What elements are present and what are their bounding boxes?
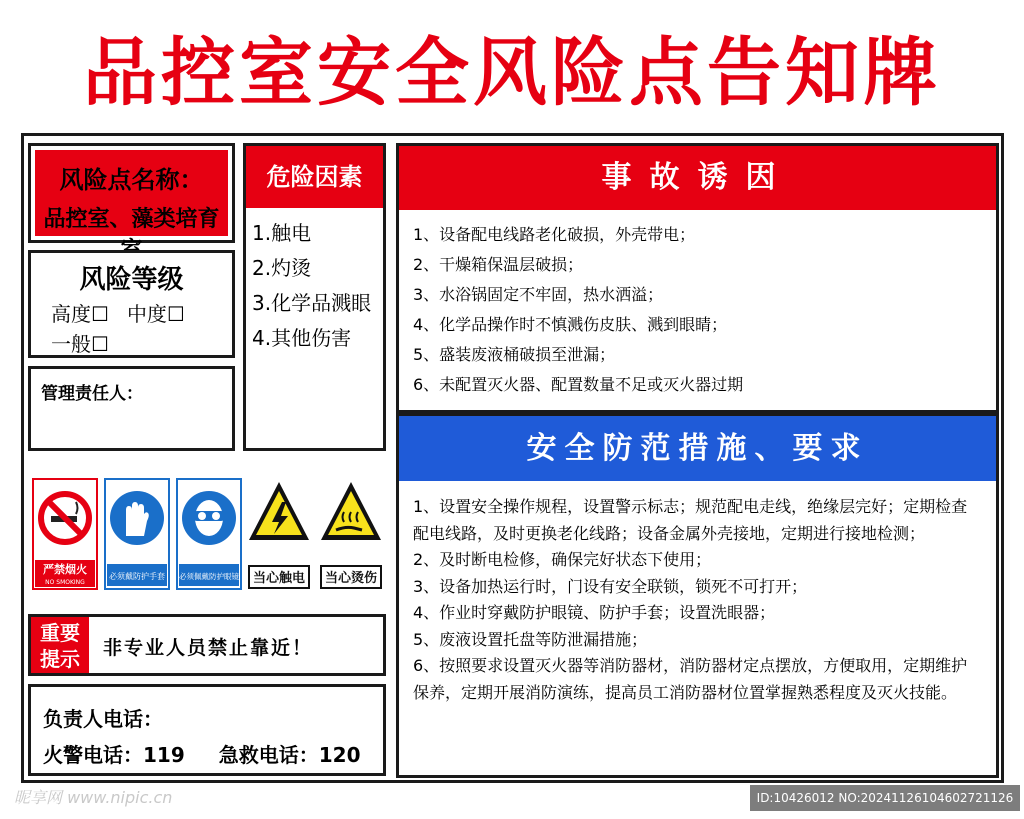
responsible-phone-label: 负责人电话： — [43, 707, 163, 731]
contact-panel — [28, 684, 386, 776]
risk-point-label: 风险点名称： — [59, 166, 204, 194]
hazard-item: 2.灼烫 — [252, 256, 312, 280]
measure-item: 2、及时断电检修，确保完好状态下使用； — [413, 550, 712, 569]
important-notice — [28, 614, 386, 676]
risk-level-panel — [28, 250, 235, 358]
risk-level-options — [51, 299, 231, 359]
risk-level-medium-checkbox[interactable]: 中度☐ — [126, 302, 185, 326]
sign-label: 当心触电 — [252, 571, 306, 586]
sign-no-smoking — [32, 478, 98, 590]
cause-item: 4、化学品操作时不慎溅伤皮肤、溅到眼睛； — [413, 315, 728, 334]
risk-level-heading: 风险等级 — [79, 265, 184, 295]
page-title: 品控室安全风险点告知牌 — [83, 30, 941, 116]
hot-surface-icon — [318, 478, 384, 590]
measure-item: 5、废液设置托盘等防泄漏措施； — [413, 629, 648, 649]
no-smoking-icon — [32, 478, 98, 590]
risk-level-high-checkbox[interactable]: 高度☐ — [51, 302, 109, 326]
watermark-left: 昵享网 www.nipic.cn — [14, 788, 173, 807]
safety-measures-panel — [396, 413, 999, 778]
watermark-id: ID:10426012 NO:20241126104602721126 — [750, 785, 1020, 811]
risk-point-panel — [28, 143, 235, 243]
risk-point-fill — [35, 150, 228, 236]
important-message: 非专业人员禁止靠近！ — [103, 637, 314, 659]
sign-sublabel: NO SMOKING — [45, 579, 85, 586]
emergency-phones — [43, 739, 361, 768]
manager-label: 管理责任人： — [41, 384, 143, 404]
measure-item: 4、作业时穿戴防护眼镜、防护手套；设置洗眼器； — [413, 603, 776, 622]
ambulance-phone: 急救电话：120 — [218, 743, 361, 767]
sign-goggles — [176, 478, 242, 590]
safety-measures-list — [413, 494, 983, 706]
risk-point-value: 品控室、藻类培育 — [43, 207, 220, 232]
safety-measures-heading: 安全防范措施、要求 — [399, 416, 996, 481]
electric-shock-icon — [246, 478, 312, 590]
sign-gloves — [104, 478, 170, 590]
cause-item: 6、未配置灭火器、配置数量不足或灭火器过期 — [413, 375, 744, 394]
hazard-item: 1.触电 — [252, 221, 312, 245]
hazard-item: 4.其他伤害 — [252, 326, 352, 350]
measure-item: 3、设备加热运行时，门设有安全联锁，锁死不可打开； — [413, 576, 808, 596]
goggles-icon — [176, 478, 242, 590]
hazard-heading: 危险因素 — [246, 146, 383, 208]
accident-cause-list — [413, 220, 983, 400]
sign-label: 必须佩戴防护眼镜 — [179, 572, 239, 581]
hazard-item: 3.化学品溅眼 — [252, 291, 372, 315]
risk-level-general-checkbox[interactable]: 一般☐ — [51, 332, 109, 356]
sign-label: 严禁烟火 — [43, 563, 87, 576]
fire-phone: 火警电话：119 — [43, 743, 185, 767]
hazard-list — [252, 216, 371, 356]
sign-hot-surface — [318, 478, 384, 590]
cause-item: 1、设备配电线路老化破损，外壳带电； — [413, 225, 696, 244]
important-tag: 重要 提示 — [31, 617, 89, 673]
accident-cause-panel — [396, 143, 999, 413]
sign-label: 当心烫伤 — [324, 571, 378, 586]
accident-cause-heading: 事故诱因 — [399, 146, 996, 210]
measure-item: 1、设置安全操作规程，设置警示标志；规范配电走线，绝缘层完好；定期检查配电线路，及时更换老化线路；设备金属外壳接地，定期进行接地检测； — [413, 497, 968, 543]
hazard-panel — [243, 143, 386, 451]
gloves-icon — [104, 478, 170, 590]
measure-item: 6、按照要求设置灭火器等消防器材，消防器材定点摆放，方便取用，定期维护保养，定期开展消防演练，提高员工消防器材位置掌握熟悉程度及灭火技能。 — [413, 656, 968, 702]
cause-item: 5、盛装废液桶破损至泄漏； — [413, 345, 616, 364]
cause-item: 3、水浴锅固定不牢固，热水洒溢； — [413, 285, 664, 304]
sign-electric-shock — [246, 478, 312, 590]
sign-label: 必须戴防护手套 — [109, 572, 165, 581]
manager-panel — [28, 366, 235, 451]
cause-item: 2、干燥箱保温层破损； — [413, 255, 584, 274]
